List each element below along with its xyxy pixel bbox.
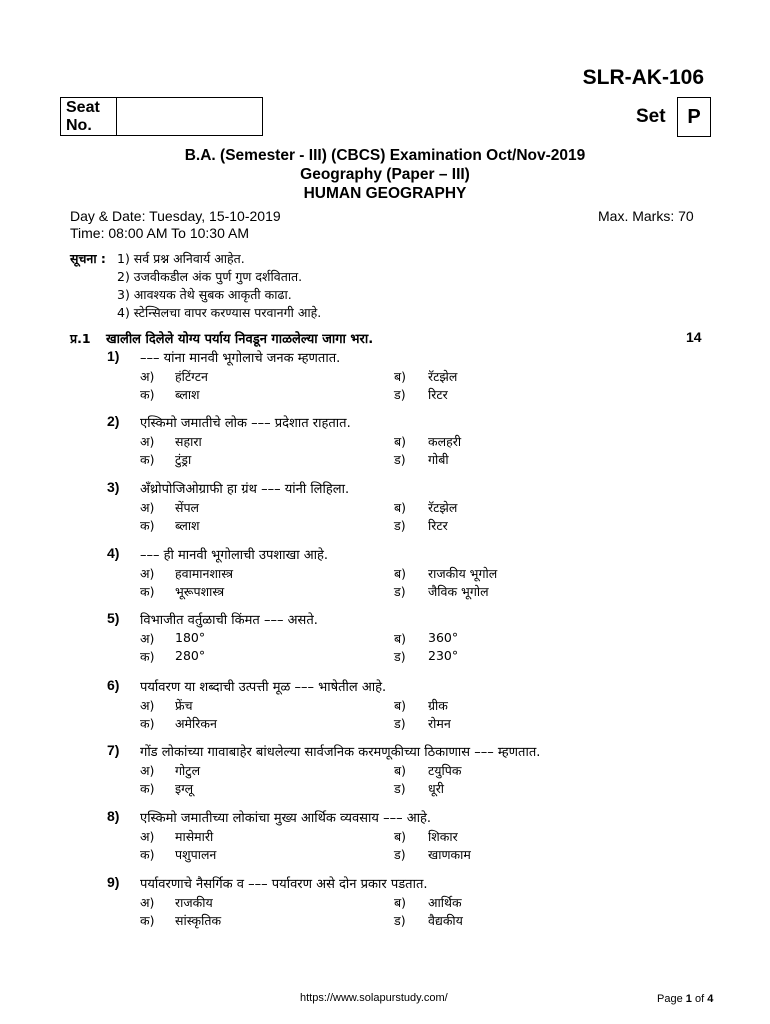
option-text: रॅटझेल — [428, 369, 458, 384]
option-text: भूरूपशास्त्र — [175, 584, 225, 599]
max-marks: Max. Marks: 70 — [598, 208, 694, 224]
option-text: ब्लाश — [175, 387, 200, 402]
option-letter: अ) — [140, 895, 155, 910]
question-text: ॲंथ्रोपोजिओग्राफी हा ग्रंथ ––– यांनी लिहिला. — [140, 482, 350, 497]
option-text: खाणकाम — [428, 847, 471, 862]
question-number: 6) — [107, 677, 120, 693]
option-text: सहारा — [175, 434, 202, 449]
option-letter: क) — [140, 584, 155, 599]
seat-label: Seat No. — [61, 98, 117, 135]
option-text: मासेमारी — [175, 829, 214, 844]
question-number: 8) — [107, 808, 120, 824]
option-text: कलहरी — [428, 434, 462, 449]
option-text: राजकीय भूगोल — [428, 566, 498, 581]
page-word: Page — [657, 993, 683, 1005]
question-text: ––– ही मानवी भूगोलाची उपशाखा आहे. — [140, 548, 329, 563]
option-letter: ब) — [394, 698, 407, 713]
option-letter: ब) — [394, 566, 407, 581]
option-text: 360° — [428, 630, 459, 645]
option-text: सेंपल — [175, 500, 200, 515]
paper-title: HUMAN GEOGRAPHY — [303, 185, 467, 202]
seat-number-field — [117, 98, 262, 135]
option-letter: क) — [140, 913, 155, 928]
instructions-label: सूचना : — [70, 251, 106, 266]
option-text: रोमन — [428, 716, 451, 731]
option-text: शिकार — [428, 829, 458, 844]
option-text: 180° — [175, 630, 206, 645]
option-letter: ड) — [394, 847, 406, 862]
question-text: ––– यांना मानवी भूगोलाचे जनक म्हणतात. — [140, 351, 341, 366]
question-number: 3) — [107, 479, 120, 495]
option-text: गोटुल — [175, 763, 201, 778]
option-letter: ब) — [394, 434, 407, 449]
seat-number-box — [60, 97, 263, 136]
option-letter: क) — [140, 781, 155, 796]
option-letter: अ) — [140, 829, 155, 844]
option-letter: अ) — [140, 369, 155, 384]
exam-title: B.A. (Semester - III) (CBCS) Examination Oct/Nov-2019 — [184, 147, 586, 164]
question-text: एस्किमो जमातीचे लोक ––– प्रदेशात राहतात. — [140, 416, 351, 431]
question-text: गोंड लोकांच्या गावाबाहेर बांधलेल्या सार्वजनिक करमणूकीच्या ठिकाणास ––– म्हणतात. — [140, 745, 541, 760]
option-text: ग्रीक — [428, 698, 448, 713]
option-letter: क) — [140, 518, 155, 533]
option-letter: ब) — [394, 369, 407, 384]
question-number: 9) — [107, 874, 120, 890]
of-word: of — [694, 993, 705, 1005]
set-value-box: P — [677, 97, 711, 137]
option-text: वैद्यकीय — [428, 913, 463, 928]
option-text: अमेरिकन — [175, 716, 217, 731]
exam-time: Time: 08:00 AM To 10:30 AM — [70, 225, 249, 241]
subject-title: Geography (Paper – III) — [300, 166, 470, 183]
question-number: 5) — [107, 610, 120, 626]
paper-code: SLR-AK-106 — [582, 66, 704, 89]
option-letter: अ) — [140, 631, 155, 646]
question-number: 1) — [107, 348, 120, 364]
option-letter: ड) — [394, 913, 406, 928]
page-total: 4 — [707, 993, 714, 1005]
set-label: Set — [636, 106, 666, 127]
page-number: 1 — [685, 993, 692, 1005]
footer-url: https://www.solapurstudy.com/ — [300, 992, 448, 1004]
option-letter: अ) — [140, 566, 155, 581]
option-letter: ड) — [394, 452, 406, 467]
option-text: जैविक भूगोल — [428, 584, 489, 599]
option-text: गोबी — [428, 452, 449, 467]
option-letter: क) — [140, 452, 155, 467]
option-letter: ड) — [394, 716, 406, 731]
option-text: सांस्कृतिक — [175, 913, 222, 928]
option-text: फ्रेंच — [175, 698, 193, 713]
option-text: टुंड्रा — [175, 452, 192, 467]
option-text: रिटर — [428, 387, 448, 402]
option-text: हवामानशास्त्र — [175, 566, 233, 581]
day-date: Day & Date: Tuesday, 15-10-2019 — [70, 208, 281, 224]
option-text: रिटर — [428, 518, 448, 533]
instruction-item: 1) सर्व प्रश्न अनिवार्य आहेत. — [117, 251, 245, 266]
question-number: 7) — [107, 742, 120, 758]
instruction-item: 4) स्टेन्सिलचा वापर करण्यास परवानगी आहे. — [117, 305, 322, 320]
instruction-item: 2) उजवीकडील अंक पुर्ण गुण दर्शवितात. — [117, 269, 303, 284]
option-letter: ब) — [394, 829, 407, 844]
option-letter: ड) — [394, 649, 406, 664]
option-letter: ब) — [394, 631, 407, 646]
question-text: पर्यावरणाचे नैसर्गिक व ––– पर्यावरण असे दोन प्रकार पडतात. — [140, 877, 428, 892]
option-text: ब्लाश — [175, 518, 200, 533]
option-text: हंटिंग्टन — [175, 369, 208, 384]
section-marks: 14 — [686, 329, 702, 345]
option-text: पशुपालन — [175, 847, 217, 862]
question-text: पर्यावरण या शब्दाची उत्पत्ती मूळ ––– भाषेतील आहे. — [140, 680, 387, 695]
section-number: प्र.1 — [70, 331, 91, 346]
option-letter: ब) — [394, 763, 407, 778]
option-letter: ड) — [394, 781, 406, 796]
option-letter: क) — [140, 847, 155, 862]
option-letter: ड) — [394, 584, 406, 599]
question-text: एस्किमो जमातीच्या लोकांचा मुख्य आर्थिक व्यवसाय ––– आहे. — [140, 811, 432, 826]
option-letter: ड) — [394, 518, 406, 533]
option-text: 230° — [428, 648, 459, 663]
option-letter: अ) — [140, 698, 155, 713]
option-letter: ब) — [394, 500, 407, 515]
question-text: विभाजीत वर्तुळाची किंमत ––– असते. — [140, 613, 318, 628]
option-letter: क) — [140, 387, 155, 402]
question-number: 4) — [107, 545, 120, 561]
option-letter: अ) — [140, 763, 155, 778]
question-number: 2) — [107, 413, 120, 429]
option-text: आर्थिक — [428, 895, 462, 910]
option-text: टयुपिक — [428, 763, 462, 778]
option-text: राजकीय — [175, 895, 213, 910]
page-indicator — [657, 993, 713, 1005]
option-text: धूरी — [428, 781, 445, 796]
option-letter: ब) — [394, 895, 407, 910]
section-heading: खालील दिलेले योग्य पर्याय निवडून गाळलेल्या जागा भरा. — [106, 332, 374, 347]
option-text: इग्लू — [175, 781, 194, 796]
instruction-item: 3) आवश्यक तेथे सुबक आकृती काढा. — [117, 287, 292, 302]
option-letter: अ) — [140, 500, 155, 515]
option-letter: क) — [140, 649, 155, 664]
option-text: 280° — [175, 648, 206, 663]
option-text: रॅटझेल — [428, 500, 458, 515]
option-letter: क) — [140, 716, 155, 731]
option-letter: अ) — [140, 434, 155, 449]
option-letter: ड) — [394, 387, 406, 402]
